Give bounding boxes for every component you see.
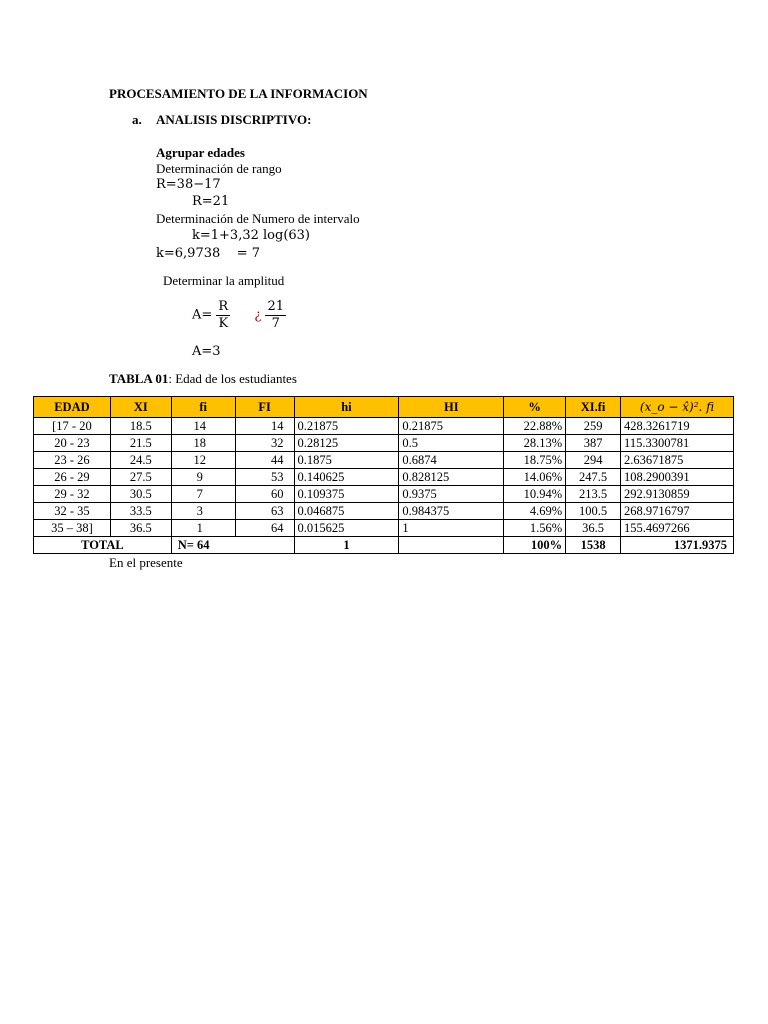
cell-edad: 32 - 35	[34, 503, 111, 520]
frequency-table	[33, 396, 734, 554]
header-fi: fi	[171, 397, 235, 418]
cell-cum-fi: 60	[235, 486, 294, 503]
section-title: ANALISIS DISCRIPTIVO:	[156, 112, 312, 127]
table-caption-text: : Edad de los estudiantes	[168, 371, 297, 386]
table-row	[34, 520, 734, 537]
amplitude-label: Determinar la amplitud	[163, 273, 285, 288]
total-n: N= 64	[171, 537, 294, 554]
cell-cum-fi: 44	[235, 452, 294, 469]
range-label: Determinación de rango	[156, 161, 282, 176]
amplitude-result: A=3	[192, 344, 221, 359]
header-cum-hi: HI	[399, 397, 504, 418]
cell-cum-fi: 32	[235, 435, 294, 452]
cell-xi-fi: 259	[566, 418, 621, 435]
deviation-formula: (x_o − x̂)². fi	[639, 399, 715, 414]
cell-edad: 23 - 26	[34, 452, 111, 469]
cell-xi: 21.5	[110, 435, 171, 452]
cell-deviation: 155.4697266	[621, 520, 734, 537]
cell-deviation: 115.3300781	[621, 435, 734, 452]
amplitude-fraction-values	[265, 299, 286, 332]
table-row	[34, 452, 734, 469]
header-deviation	[621, 397, 734, 418]
table-header-row	[34, 397, 734, 418]
cell-xi: 30.5	[110, 486, 171, 503]
table-row	[34, 418, 734, 435]
total-cum-hi	[399, 537, 504, 554]
page-heading: PROCESAMIENTO DE LA INFORMACION	[109, 86, 368, 101]
cell-cum-fi: 53	[235, 469, 294, 486]
cell-deviation: 2.63671875	[621, 452, 734, 469]
cell-hi: 0.1875	[294, 452, 399, 469]
range-result: R=21	[192, 194, 230, 209]
cell-hi: 0.28125	[294, 435, 399, 452]
amplitude-numerator: R	[218, 299, 229, 314]
cell-cum-fi: 64	[235, 520, 294, 537]
amplitude-numerator-value: 21	[267, 299, 285, 314]
unknown-char-mark: ¿	[254, 307, 262, 323]
amplitude-lhs: A=	[192, 307, 213, 323]
cell-xi-fi: 36.5	[566, 520, 621, 537]
total-percent: 100%	[504, 537, 566, 554]
cell-hi: 0.046875	[294, 503, 399, 520]
header-percent: %	[504, 397, 566, 418]
table-total-row	[34, 537, 734, 554]
cell-deviation: 108.2900391	[621, 469, 734, 486]
cell-xi-fi: 247.5	[566, 469, 621, 486]
group-title: Agrupar edades	[156, 145, 245, 160]
cell-percent: 28.13%	[504, 435, 566, 452]
cell-fi: 18	[171, 435, 235, 452]
header-xi: XI	[110, 397, 171, 418]
cell-xi-fi: 213.5	[566, 486, 621, 503]
intervals-label: Determinación de Numero de intervalo	[156, 211, 360, 226]
total-xi-fi: 1538	[566, 537, 621, 554]
cell-cum-hi: 0.6874	[399, 452, 504, 469]
table-row	[34, 435, 734, 452]
cell-xi: 36.5	[110, 520, 171, 537]
cell-percent: 10.94%	[504, 486, 566, 503]
cell-edad: 20 - 23	[34, 435, 111, 452]
header-xi-fi: XI.fi	[566, 397, 621, 418]
cell-xi-fi: 387	[566, 435, 621, 452]
amplitude-formula	[192, 299, 286, 332]
cell-edad: 26 - 29	[34, 469, 111, 486]
cell-fi: 3	[171, 503, 235, 520]
cell-percent: 1.56%	[504, 520, 566, 537]
cell-hi: 0.015625	[294, 520, 399, 537]
cell-xi: 33.5	[110, 503, 171, 520]
cell-fi: 12	[171, 452, 235, 469]
cell-edad: 29 - 32	[34, 486, 111, 503]
cell-fi: 14	[171, 418, 235, 435]
cell-hi: 0.21875	[294, 418, 399, 435]
cell-cum-fi: 14	[235, 418, 294, 435]
header-cum-fi: FI	[235, 397, 294, 418]
cell-cum-hi: 0.984375	[399, 503, 504, 520]
header-edad: EDAD	[34, 397, 111, 418]
total-hi: 1	[294, 537, 399, 554]
cell-xi: 18.5	[110, 418, 171, 435]
table-row	[34, 486, 734, 503]
amplitude-fraction	[216, 299, 230, 332]
cell-percent: 14.06%	[504, 469, 566, 486]
cell-percent: 18.75%	[504, 452, 566, 469]
cell-deviation: 428.3261719	[621, 418, 734, 435]
amplitude-denominator: K	[218, 316, 229, 331]
cell-edad: 35 – 38]	[34, 520, 111, 537]
table-caption	[109, 371, 297, 387]
table-row	[34, 503, 734, 520]
range-equation: R=38−17	[156, 177, 221, 192]
cell-xi: 24.5	[110, 452, 171, 469]
cell-cum-hi: 0.5	[399, 435, 504, 452]
intervals-equation: k=1+3,32 log(63)	[192, 228, 311, 243]
cell-cum-hi: 0.21875	[399, 418, 504, 435]
cell-hi: 0.109375	[294, 486, 399, 503]
header-hi: hi	[294, 397, 399, 418]
cell-deviation: 292.9130859	[621, 486, 734, 503]
footer-text: En el presente	[109, 555, 183, 570]
table-caption-label: TABLA 01	[109, 371, 169, 386]
cell-cum-fi: 63	[235, 503, 294, 520]
cell-edad: [17 - 20	[34, 418, 111, 435]
cell-cum-hi: 0.9375	[399, 486, 504, 503]
amplitude-denominator-value: 7	[271, 316, 280, 331]
cell-fi: 9	[171, 469, 235, 486]
cell-cum-hi: 1	[399, 520, 504, 537]
cell-hi: 0.140625	[294, 469, 399, 486]
cell-cum-hi: 0.828125	[399, 469, 504, 486]
cell-percent: 4.69%	[504, 503, 566, 520]
cell-fi: 1	[171, 520, 235, 537]
cell-xi: 27.5	[110, 469, 171, 486]
cell-fi: 7	[171, 486, 235, 503]
total-deviation: 1371.9375	[621, 537, 734, 554]
cell-deviation: 268.9716797	[621, 503, 734, 520]
intervals-result: k=6,9738 = 7	[156, 246, 261, 261]
cell-xi-fi: 294	[566, 452, 621, 469]
table-row	[34, 469, 734, 486]
section-marker: a.	[132, 112, 142, 127]
total-label: TOTAL	[34, 537, 172, 554]
cell-xi-fi: 100.5	[566, 503, 621, 520]
cell-percent: 22.88%	[504, 418, 566, 435]
